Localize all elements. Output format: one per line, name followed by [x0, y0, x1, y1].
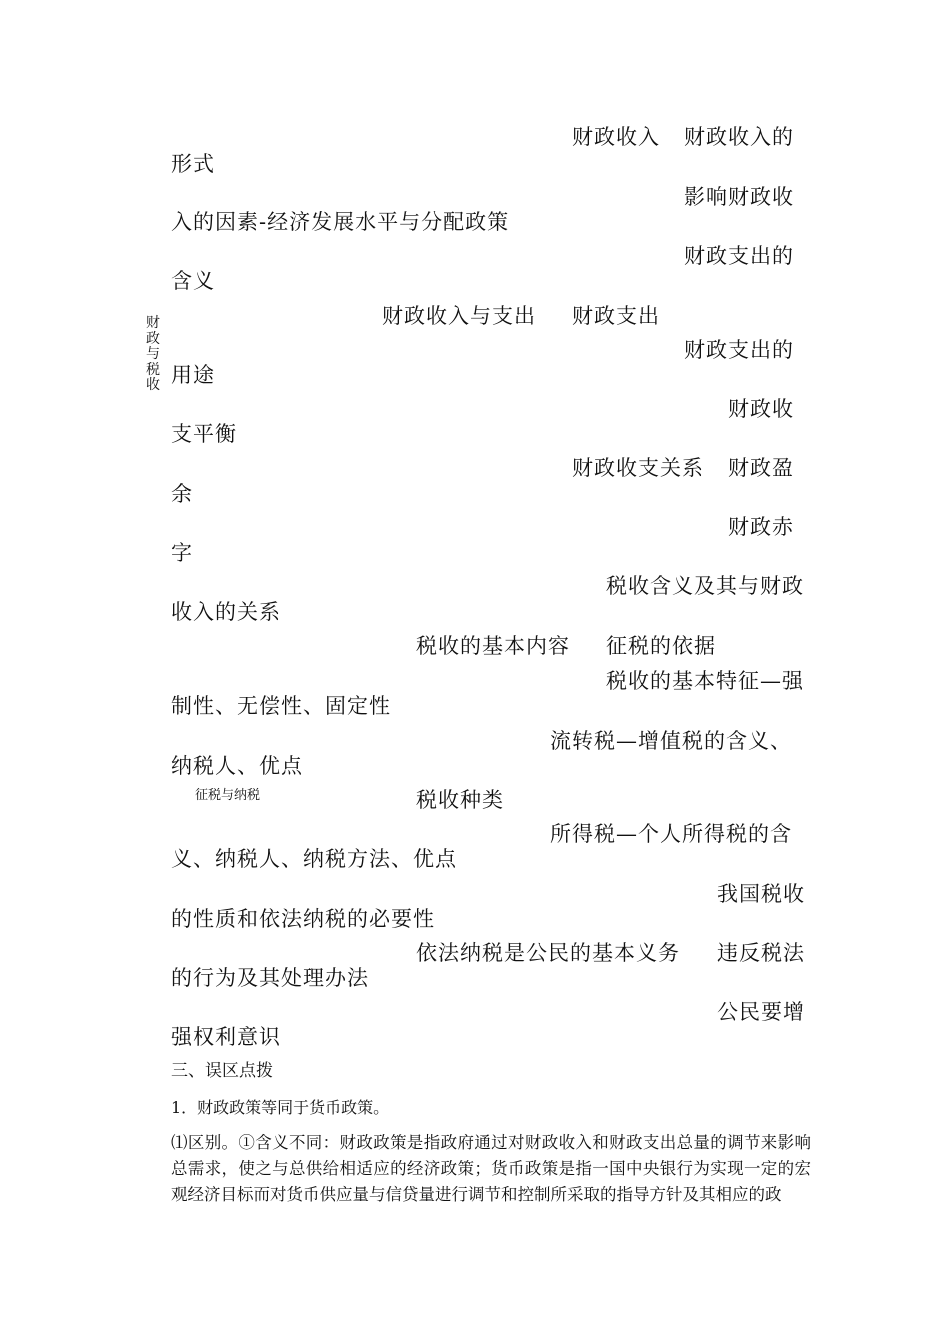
outline-line: 我国税收: [717, 882, 805, 906]
outline-line: 财政赤: [728, 515, 794, 539]
outline-line: 强权利意识: [171, 1025, 281, 1049]
outline-line: 税收含义及其与财政: [606, 574, 804, 598]
outline-line: 形式: [171, 152, 215, 176]
outline-line: 税收种类: [416, 788, 504, 812]
list-item: 1．财政政策等同于货币政策。: [171, 1098, 390, 1117]
body-paragraph: ⑴区别。①含义不同：财政政策是指政府通过对财政收入和财政支出总量的调节来影响总需求，使之与总供给相适应的经济政策；货币政策是指一国中央银行为实现一定的宏观经济目标而对货币供应量与信贷量进行调节和控制所采取的指导方针及其相应的政: [171, 1133, 811, 1204]
outline-line: 含义: [171, 269, 215, 293]
outline-line: 入的因素-经济发展水平与分配政策: [171, 210, 510, 234]
outline-line: 税收的基本内容: [416, 634, 570, 658]
outline-line: 纳税人、优点: [171, 754, 303, 778]
outline-line: 财政支出的: [684, 244, 794, 268]
outline-line: 税收的基本特征—强: [606, 669, 804, 693]
outline-line: 财政支出: [572, 304, 660, 328]
outline-line: 支平衡: [171, 422, 237, 446]
outline-line: 财政收支关系: [572, 456, 704, 480]
small-label: 征税与纳税: [195, 788, 261, 803]
vertical-label: 财政与税收: [146, 315, 160, 393]
outline-line: 财政收入: [572, 125, 660, 149]
outline-line: 的行为及其处理办法: [171, 966, 369, 990]
outline-line: 字: [171, 541, 193, 565]
outline-line: 违反税法: [717, 941, 805, 965]
outline-line: 财政收: [728, 397, 794, 421]
outline-line: 财政支出的: [684, 338, 794, 362]
outline-line: 流转税—增值税的含义、: [550, 729, 792, 753]
outline-line: 财政收入的: [684, 125, 794, 149]
outline-line: 征税的依据: [606, 634, 716, 658]
outline-line: 财政盈: [728, 456, 794, 480]
outline-line: 制性、无偿性、固定性: [171, 694, 391, 718]
outline-line: 依法纳税是公民的基本义务: [416, 941, 680, 965]
outline-line: 财政收入与支出: [382, 304, 536, 328]
outline-line: 所得税—个人所得税的含: [550, 822, 792, 846]
section-heading: 三、误区点拨: [171, 1061, 273, 1081]
outline-line: 余: [171, 482, 193, 506]
outline-line: 影响财政收: [684, 185, 794, 209]
outline-line: 收入的关系: [171, 600, 281, 624]
outline-line: 用途: [171, 363, 215, 387]
outline-line: 公民要增: [717, 1000, 805, 1024]
outline-line: 的性质和依法纳税的必要性: [171, 907, 435, 931]
outline-line: 义、纳税人、纳税方法、优点: [171, 847, 457, 871]
